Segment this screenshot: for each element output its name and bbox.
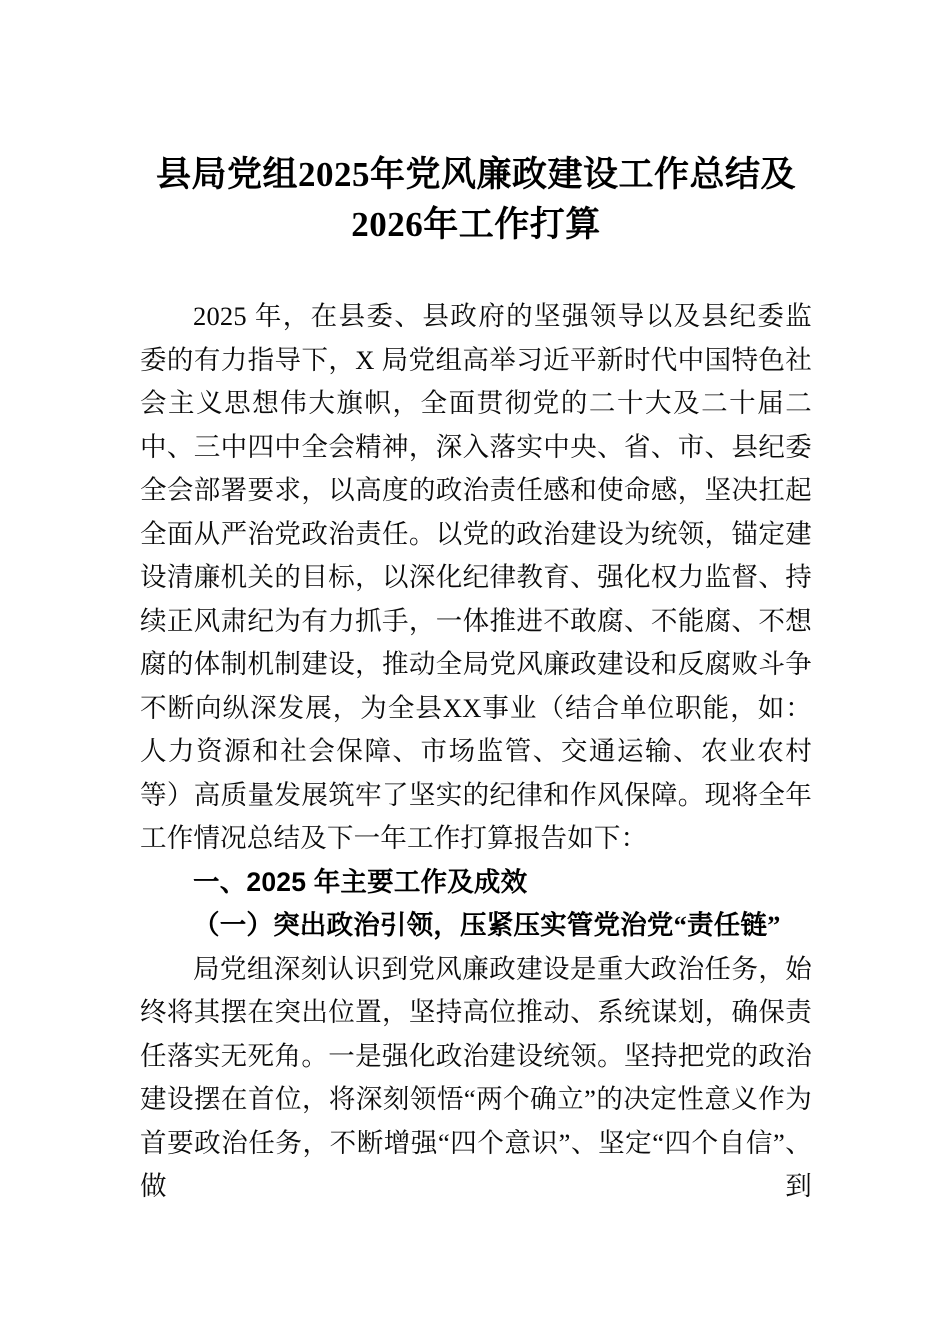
document-content [140, 0, 812, 1209]
page-title-line-2: 2026年工作打算 [351, 205, 601, 244]
paragraph-section-1-body: 局党组深刻认识到党风廉政建设是重大政治任务，始终将其摆在突出位置，坚持高位推动、系统谋划，确保责任落实无死角。一是强化政治建设统领。坚持把党的政治建设摆在首位，将深刻领悟“两个确立”的决定性意义作为首要政治任务，不断增强“四个意识”、坚定“四个自信”、做到 [140, 953, 812, 1201]
section-heading-level-2: （一）突出政治引领，压紧压实管党治党“责任链” [193, 910, 781, 940]
page-title [140, 0, 812, 250]
paragraph-intro: 2025 年，在县委、县政府的坚强领导以及县纪委监委的有力指导下，X 局党组高举习近平新时代中国特色社会主义思想伟大旗帜，全面贯彻党的二十大及二十届二中、三中四中全会精神，深入落实中央、省、市、县纪委全会部署要求，以高度的政治责任感和使命感，坚决扛起全面从严治党政治责任。以党的政治建设为统领，锚定建设清廉机关的目标，以深化纪律教育、强化权力监督、持续正风肃纪为有力抓手，一体推进不敢腐、不能腐、不想腐的体制机制建设，推动全局党风廉政建设和反腐败斗争不断向纵深发展，为全县XX事业（结合单位职能，如：人力资源和社会保障、市场监管、交通运输、农业农村等）高质量发展筑牢了坚实的纪律和作风保障。现将全年工作情况总结及下一年工作打算报告如下： [140, 301, 812, 853]
page-title-line-1: 县局党组2025年党风廉政建设工作总结及 [155, 155, 796, 194]
section-heading-level-1: 一、2025 年主要工作及成效 [193, 866, 528, 897]
